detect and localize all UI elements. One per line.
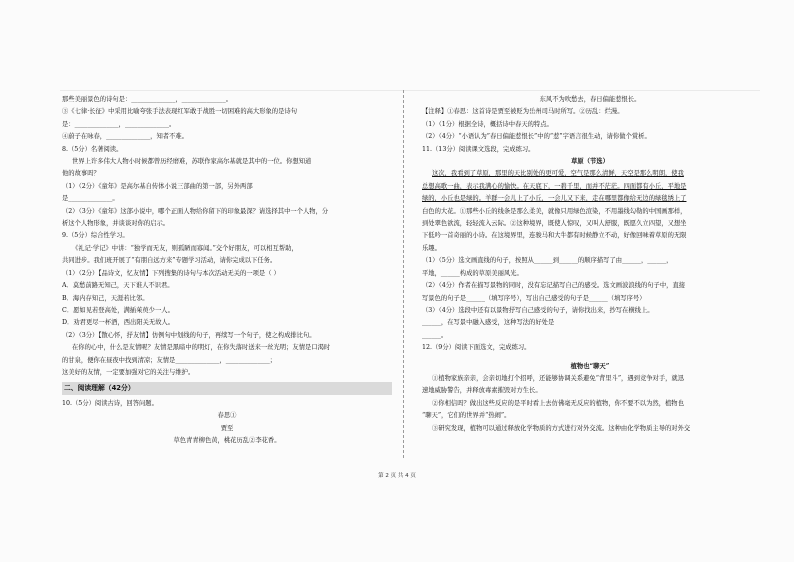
text-line: 《礼记·学记》中讲：“独学而无友，则孤陋而寡闻。”交个好朋友，可以相互帮助， — [72, 244, 298, 252]
poem-line: 草色青青柳色黄，桃花历乱②李花香。 — [173, 436, 281, 444]
question-10: 10.（5分）阅读古诗，回答问题。 — [62, 399, 158, 407]
essay-line: 下低吟一首奇丽的小诗。在这境界里，连骏马和大牛都有时候静立不动，好像回味着草原的无限 — [422, 232, 687, 240]
essay-line: 这次，我看到了草原，那里的天比别处的更可爱，空气是那么清鲜，天空是那么明朗，使我 — [432, 170, 684, 178]
option-a: A．莫愁前路无知己，天下谁人不识君。 — [62, 282, 174, 290]
question-11: 11.（13分）阅读课文选段，完成练习。 — [422, 145, 535, 153]
poem-line: 东风不为吹愁去，春日偏能惹恨长。 — [539, 96, 641, 103]
text-line: 那些美丽景色的诗句是：______________，______________。 — [62, 96, 233, 103]
text-line: （1）（2分）【品诗文，忆友情】下列搜集的诗句与本次活动无关的一项是（ ） — [62, 269, 280, 277]
essay-line: 总想高歌一曲，表示我满心的愉快。在天底下，一碧千里，而并不茫茫。四面都有小丘，平地是 — [422, 182, 687, 190]
essay2-line: ③研究发现，植物可以通过释放化学物质的方式进行对外交流。这种由化学物质主导的对外交 — [432, 424, 691, 432]
question-11-1: （1）（5分）选文画直线的句子，按照从______到______的顺序描写了由______，______， — [422, 257, 673, 265]
text-line: 世界上许多伟大人物小时候都曾历经磨难，苏联作家高尔基就是其中的一位。你想知道 — [72, 158, 312, 166]
essay2-line: ①植物家族亲亲，会亲切地打个招呼，还能够协调关系避免“背里斗”，遇到竞争对手，就迅 — [432, 374, 685, 382]
question-11-2: （2）（4分）作者在描写景物的同时，没有忘记描写自己的感受。选文画波浪线的句子中，直接 — [422, 282, 686, 290]
option-c: C．愿如见若登高处，满插茱萸少一人。 — [62, 306, 174, 314]
text-line: ④蔚子在咏春，______________，知者不难。 — [62, 133, 188, 141]
scan-shadow — [60, 90, 760, 91]
text-line: 这美好的友情，一定要加强对它的关注与维护。 — [62, 368, 195, 376]
text-line: 平地，______构成的草原美丽风光。 — [422, 269, 523, 277]
text-line: 是：______________，______________。 — [62, 120, 176, 128]
text-line: 是______________。 — [62, 195, 119, 203]
essay2-line: ②你相信吗？做出这些反应的是平时看上去仿佛毫无反应的植物，你不要不以为然，植物也 — [432, 399, 684, 407]
poem-title: 春思① — [217, 412, 237, 420]
column-divider — [403, 90, 405, 458]
left-column — [62, 94, 392, 447]
question-10-2: （2）（4分）“小语认为”春日偏能惹恨长”中的“惹”字语言很生动，请你做个赏析。 — [422, 133, 651, 141]
essay2-title: 植物也“聊天” — [570, 362, 610, 370]
poem-author: 贾至 — [220, 424, 234, 432]
poem-note: 【注释】①春思：这首诗是贾至被贬为岳州司马时所写。②历乱：烂漫。 — [422, 108, 624, 116]
option-d: D．劝君更尽一杯酒，西出阳关无故人。 — [62, 319, 175, 327]
text-line: （1）（2分）《童年》是高尔基自传体小说三部曲的第一部，另外两部 — [62, 182, 253, 190]
right-column — [422, 94, 758, 435]
question-8: 8.（5分）名著阅读。 — [62, 145, 123, 153]
question-12: 12.（9分）阅读下面选文，完成练习。 — [422, 344, 531, 352]
question-10-1: （1）（1分）根据全诗，概括诗中春天的特点。 — [422, 120, 553, 128]
essay-line: 绿的，小丘也是绿的。羊群一会儿上了小丘，一会儿又下来，走在哪里都像给无边的绿毯绣上了 — [422, 195, 687, 203]
text-line: 的甘泉，便你在昼夜中找到清凉；友情是______________，______________； — [62, 356, 277, 364]
essay2-line: “聊天”，它们的世界并“热闹”。 — [422, 412, 511, 420]
text-line: 他的故事吗？ — [62, 170, 100, 178]
essay-line: 乐趣。 — [422, 244, 441, 252]
text-line: ______，在写景中融入感受，这种写法的好处是 — [422, 319, 555, 327]
question-11-3: （3）（4分）选段中还有以景物抒写自己感受的句子，请你找出来，抄写在横线上。 — [422, 306, 654, 314]
section-heading: 二、阅读理解（42分） — [62, 382, 392, 394]
essay-line: 白色的大花。①那些小丘的线条是那么柔美，就像只用绿色渲染，不用墨线勾勒的中国画那样， — [422, 207, 687, 215]
text-line: 在你的心中，什么是友情呢？友情是黑暗中的明灯，在你失落时送来一丝光明；友情是口渴时 — [72, 344, 331, 352]
essay2-line: 速地威胁警告，并释放毒素摧毁对方生长。 — [422, 387, 542, 395]
text-line: ______。 — [422, 331, 448, 339]
text-line: （2）（3分）《童年》这部小说中，哪个正面人物给你留下的印象最深？请选择其中一个人物，分 — [62, 207, 329, 215]
page-footer: 第 2 页 共 4 页 — [378, 473, 416, 479]
text-line: 析这个人物形象，并谈谈对你的启示。 — [62, 220, 170, 228]
text-line: 共同进步。我们班开展了“有朋自远方来”专题学习活动，请你完成以下任务。 — [62, 257, 277, 265]
text-line: （2）（3分）【散心怀，抒友情】仿例句中划线的句子，再续写一个句子，使之构成排比句。 — [62, 331, 316, 339]
option-b: B．海内存知己，天涯若比邻。 — [62, 294, 149, 302]
question-9: 9.（5分）综合性学习。 — [62, 232, 129, 240]
text-line: ③《七律·长征》中采用比喻夸张手法表现红军敢于战胜一切困难的高大形象的是诗句 — [62, 108, 297, 116]
essay-title: 草原（节选） — [571, 158, 609, 166]
essay-line: 到处翠色欲流，轻轻流入云际。②这种境界，既使人惊叹，又叫人舒服，既愿久立四望，又想坐 — [422, 220, 687, 228]
text-line: 写景色的句子是______（填写序号），写出自己感受的句子是______（填写序号） — [422, 294, 646, 302]
